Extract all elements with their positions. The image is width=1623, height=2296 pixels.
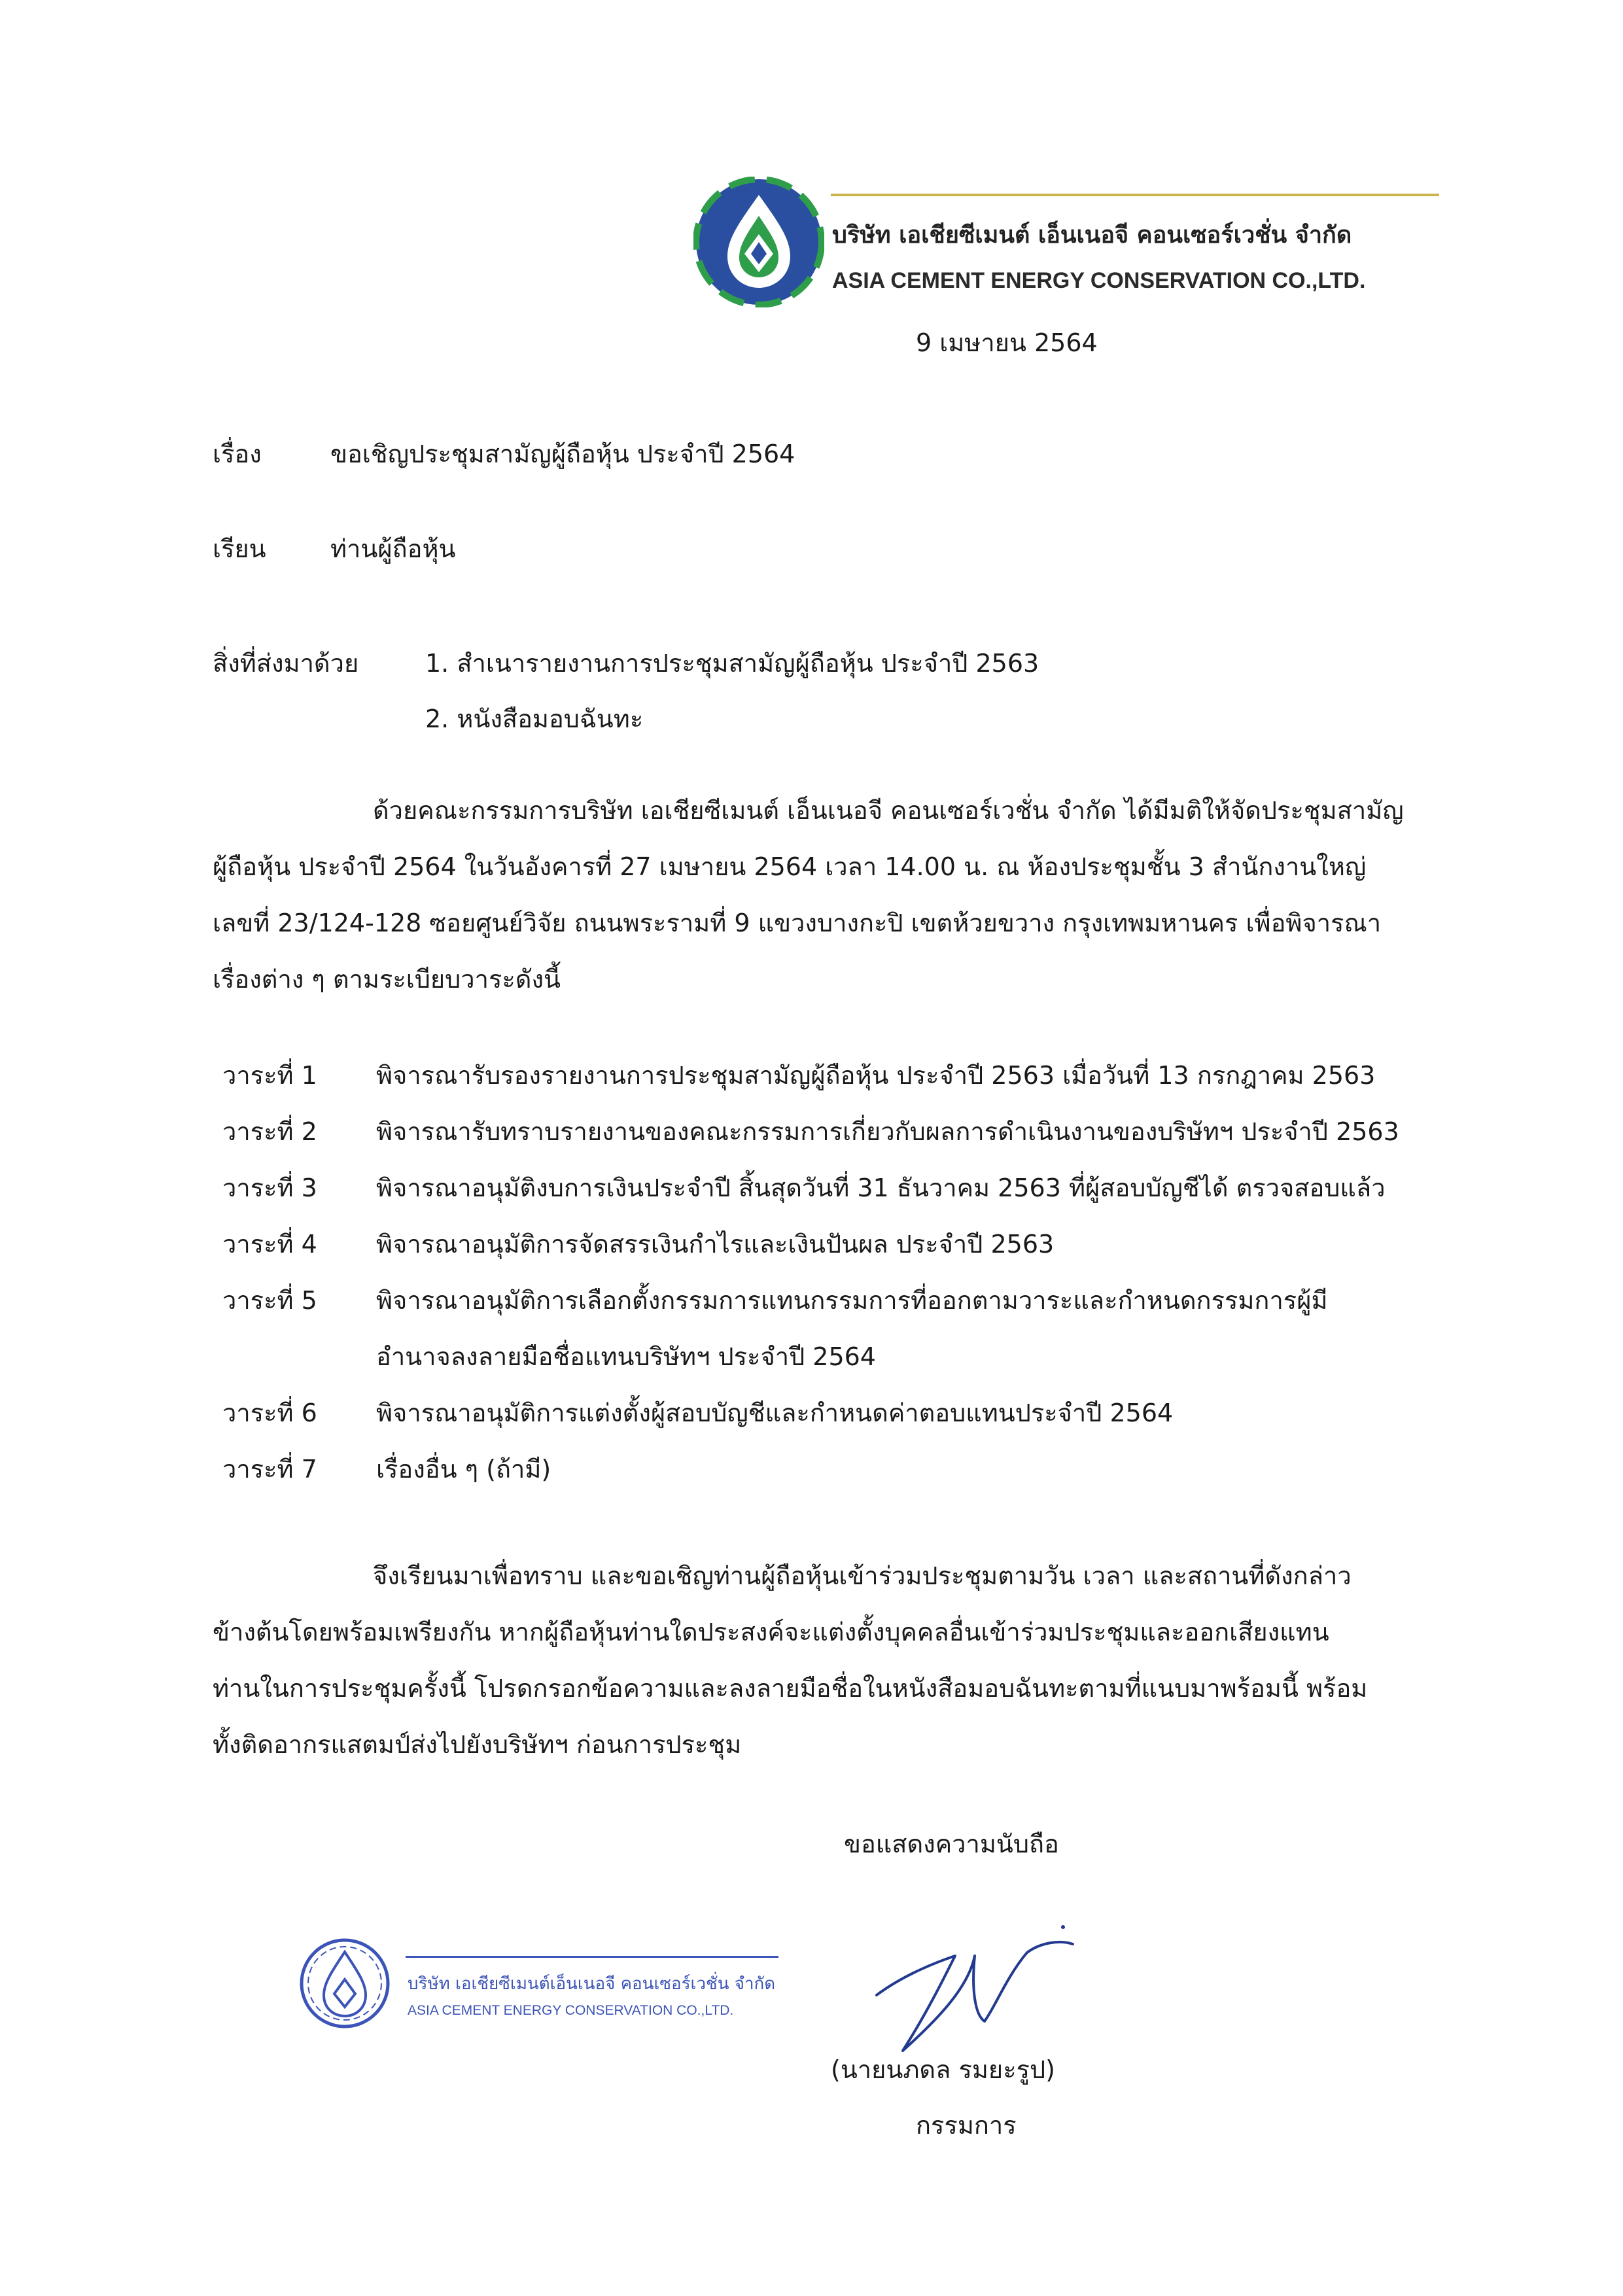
company-logo-icon xyxy=(693,177,824,307)
body-closing-line: ข้างต้นโดยพร้อมเพรียงกัน หากผู้ถือหุ้นท่านใดประสงค์จะแต่งตั้งบุคคลอื่นเข้าร่วมประชุมและออกเสียงแทน xyxy=(213,1618,1329,1646)
letterhead xyxy=(693,177,1446,327)
agenda-number: วาระที่ 5 xyxy=(222,1286,317,1315)
agenda-text: พิจารณาอนุมัติงบการเงินประจำปี สิ้นสุดวันที่ 31 ธันวาคม 2563 ที่ผู้สอบบัญชีได้ ตรวจสอบแล้ว xyxy=(376,1174,1386,1202)
body-intro-line: เรื่องต่าง ๆ ตามระเบียบวาระดังนี้ xyxy=(213,965,561,994)
stamp-company-en: ASIA CEMENT ENERGY CONSERVATION CO.,LTD. xyxy=(408,2003,734,2018)
agenda-text: พิจารณารับรองรายงานการประชุมสามัญผู้ถือหุ้น ประจำปี 2563 เมื่อวันที่ 13 กรกฎาคม 2563 xyxy=(376,1061,1376,1090)
body-intro-line: เลขที่ 23/124-128 ซอยศูนย์วิจัย ถนนพระรามที่ 9 แขวงบางกะปิ เขตห้วยขวาง กรุงเทพมหานคร เพื่อพิจารณา xyxy=(213,909,1382,937)
signatory-name: (นายนภดล รมยะรูป) xyxy=(831,2055,1055,2084)
recipient-label: เรียน xyxy=(213,534,266,563)
enclosure-item: 2. หนังสือมอบฉันทะ xyxy=(425,704,644,733)
agenda-number: วาระที่ 1 xyxy=(222,1061,317,1090)
letterhead-company-th: บริษัท เอเชียซีเมนต์ เอ็นเนอจี คอนเซอร์เวชั่น จำกัด xyxy=(832,222,1352,249)
agenda-number: วาระที่ 4 xyxy=(222,1230,317,1259)
agenda-text: เรื่องอื่น ๆ (ถ้ามี) xyxy=(376,1455,551,1484)
agenda-text: พิจารณารับทราบรายงานของคณะกรรมการเกี่ยวกับผลการดำเนินงานของบริษัทฯ ประจำปี 2563 xyxy=(376,1117,1399,1146)
company-stamp xyxy=(298,1936,795,2041)
letterhead-rule xyxy=(831,194,1439,196)
agenda-text: พิจารณาอนุมัติการแต่งตั้งผู้สอบบัญชีและกำหนดค่าตอบแทนประจำปี 2564 xyxy=(376,1399,1174,1427)
agenda-text: พิจารณาอนุมัติการจัดสรรเงินกำไรและเงินปันผล ประจำปี 2563 xyxy=(376,1230,1055,1259)
closing-salutation: ขอแสดงความนับถือ xyxy=(844,1830,1059,1858)
body-intro-line: ด้วยคณะกรรมการบริษัท เอเชียซีเมนต์ เอ็นเนอจี คอนเซอร์เวชั่น จำกัด ได้มีมติให้จัดประชุมสามัญ xyxy=(373,796,1404,825)
subject-label: เรื่อง xyxy=(213,440,262,468)
body-intro-line: ผู้ถือหุ้น ประจำปี 2564 ในวันอังคารที่ 27 เมษายน 2564 เวลา 14.00 น. ณ ห้องประชุมชั้น 3 สำนักงานใหญ่ xyxy=(213,852,1367,881)
enclosure-item: 1. สำเนารายงานการประชุมสามัญผู้ถือหุ้น ประจำปี 2563 xyxy=(425,649,1039,678)
agenda-number: วาระที่ 6 xyxy=(222,1399,317,1427)
signature xyxy=(864,1917,1079,2061)
agenda-number: วาระที่ 7 xyxy=(222,1455,317,1484)
signatory-title: กรรมการ xyxy=(916,2111,1017,2140)
body-closing-line: ท่านในการประชุมครั้งนี้ โปรดกรอกข้อความและลงลายมือชื่อในหนังสือมอบฉันทะตามที่แนบมาพร้อมนี้ พร้อม xyxy=(213,1674,1368,1703)
agenda-text-continued: อำนาจลงลายมือชื่อแทนบริษัทฯ ประจำปี 2564 xyxy=(376,1342,876,1371)
stamp-company-th: บริษัท เอเชียซีเมนต์เอ็นเนอจี คอนเซอร์เวชั่น จำกัด xyxy=(408,1974,776,1994)
agenda-number: วาระที่ 3 xyxy=(222,1174,317,1202)
stamp-logo-icon xyxy=(298,1936,393,2031)
letterhead-company-en: ASIA CEMENT ENERGY CONSERVATION CO.,LTD. xyxy=(832,268,1366,293)
body-closing-line: จึงเรียนมาเพื่อทราบ และขอเชิญท่านผู้ถือหุ้นเข้าร่วมประชุมตามวัน เวลา และสถานที่ดังกล่าว xyxy=(373,1561,1352,1590)
subject-text: ขอเชิญประชุมสามัญผู้ถือหุ้น ประจำปี 2564 xyxy=(330,440,795,468)
stamp-rule xyxy=(406,1956,778,1958)
agenda-number: วาระที่ 2 xyxy=(222,1117,317,1146)
recipient-text: ท่านผู้ถือหุ้น xyxy=(330,534,456,563)
body-closing-line: ทั้งติดอากรแสตมป์ส่งไปยังบริษัทฯ ก่อนการประชุม xyxy=(213,1730,742,1759)
letter-date: 9 เมษายน 2564 xyxy=(916,328,1098,357)
enclosures-label: สิ่งที่ส่งมาด้วย xyxy=(213,649,359,678)
agenda-text: พิจารณาอนุมัติการเลือกตั้งกรรมการแทนกรรมการที่ออกตามวาระและกำหนดกรรมการผู้มี xyxy=(376,1286,1328,1315)
